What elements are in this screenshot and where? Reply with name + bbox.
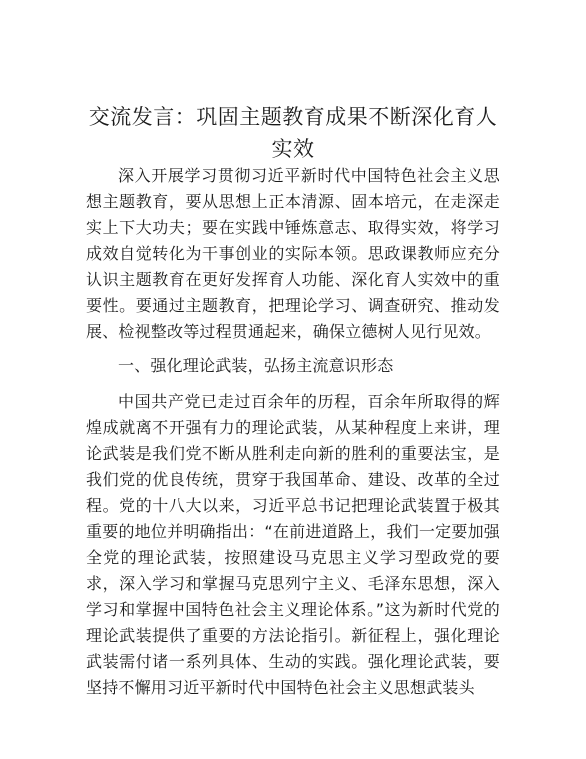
- section-paragraph: 中国共产党已走过百余年的历程，百余年所取得的辉煌成就离不开强有力的理论武装，从某种程度上来讲，理论武装是我们党不断从胜利走向新的胜利的重要法宝，是我们党的优良传统，贯穿于我国革命、建设、改革的全过程。党的十八大以来，习近平总书记把理论武装置于极其重要的地位并明确指出：“在前进道路上，我们一定要加强全党的理论武装，按照建设马克思主义学习型政党的要求，深入学习和掌握马克思列宁主义、毛泽东思想，深入学习和掌握中国特色社会主义理论体系。”这为新时代党的理论武装提供了重要的方法论指引。新征程上，强化理论武装需付诸一系列具体、生动的实践。强化理论武装，要坚持不懈用习近平新时代中国特色社会主义思想武装头: [86, 392, 500, 697]
- document-title: 交流发言：巩固主题教育成果不断深化育人实效: [88, 105, 498, 161]
- section-heading: 一、强化理论武装，弘扬主流意识形态: [118, 356, 394, 375]
- intro-paragraph: 深入开展学习贯彻习近平新时代中国特色社会主义思想主题教育，要从思想上正本清源、固本培元，在走深走实上下大功夫；要在实践中锤炼意志、取得实效，将学习成效自觉转化为干事创业的实际本领。思政课教师应充分认识主题教育在更好发挥育人功能、深化育人实效中的重要性。要通过主题教育，把理论学习、调查研究、推动发展、检视整改等过程贯通起来，确保立德树人见行见效。: [86, 166, 500, 341]
- document-body: [86, 163, 500, 701]
